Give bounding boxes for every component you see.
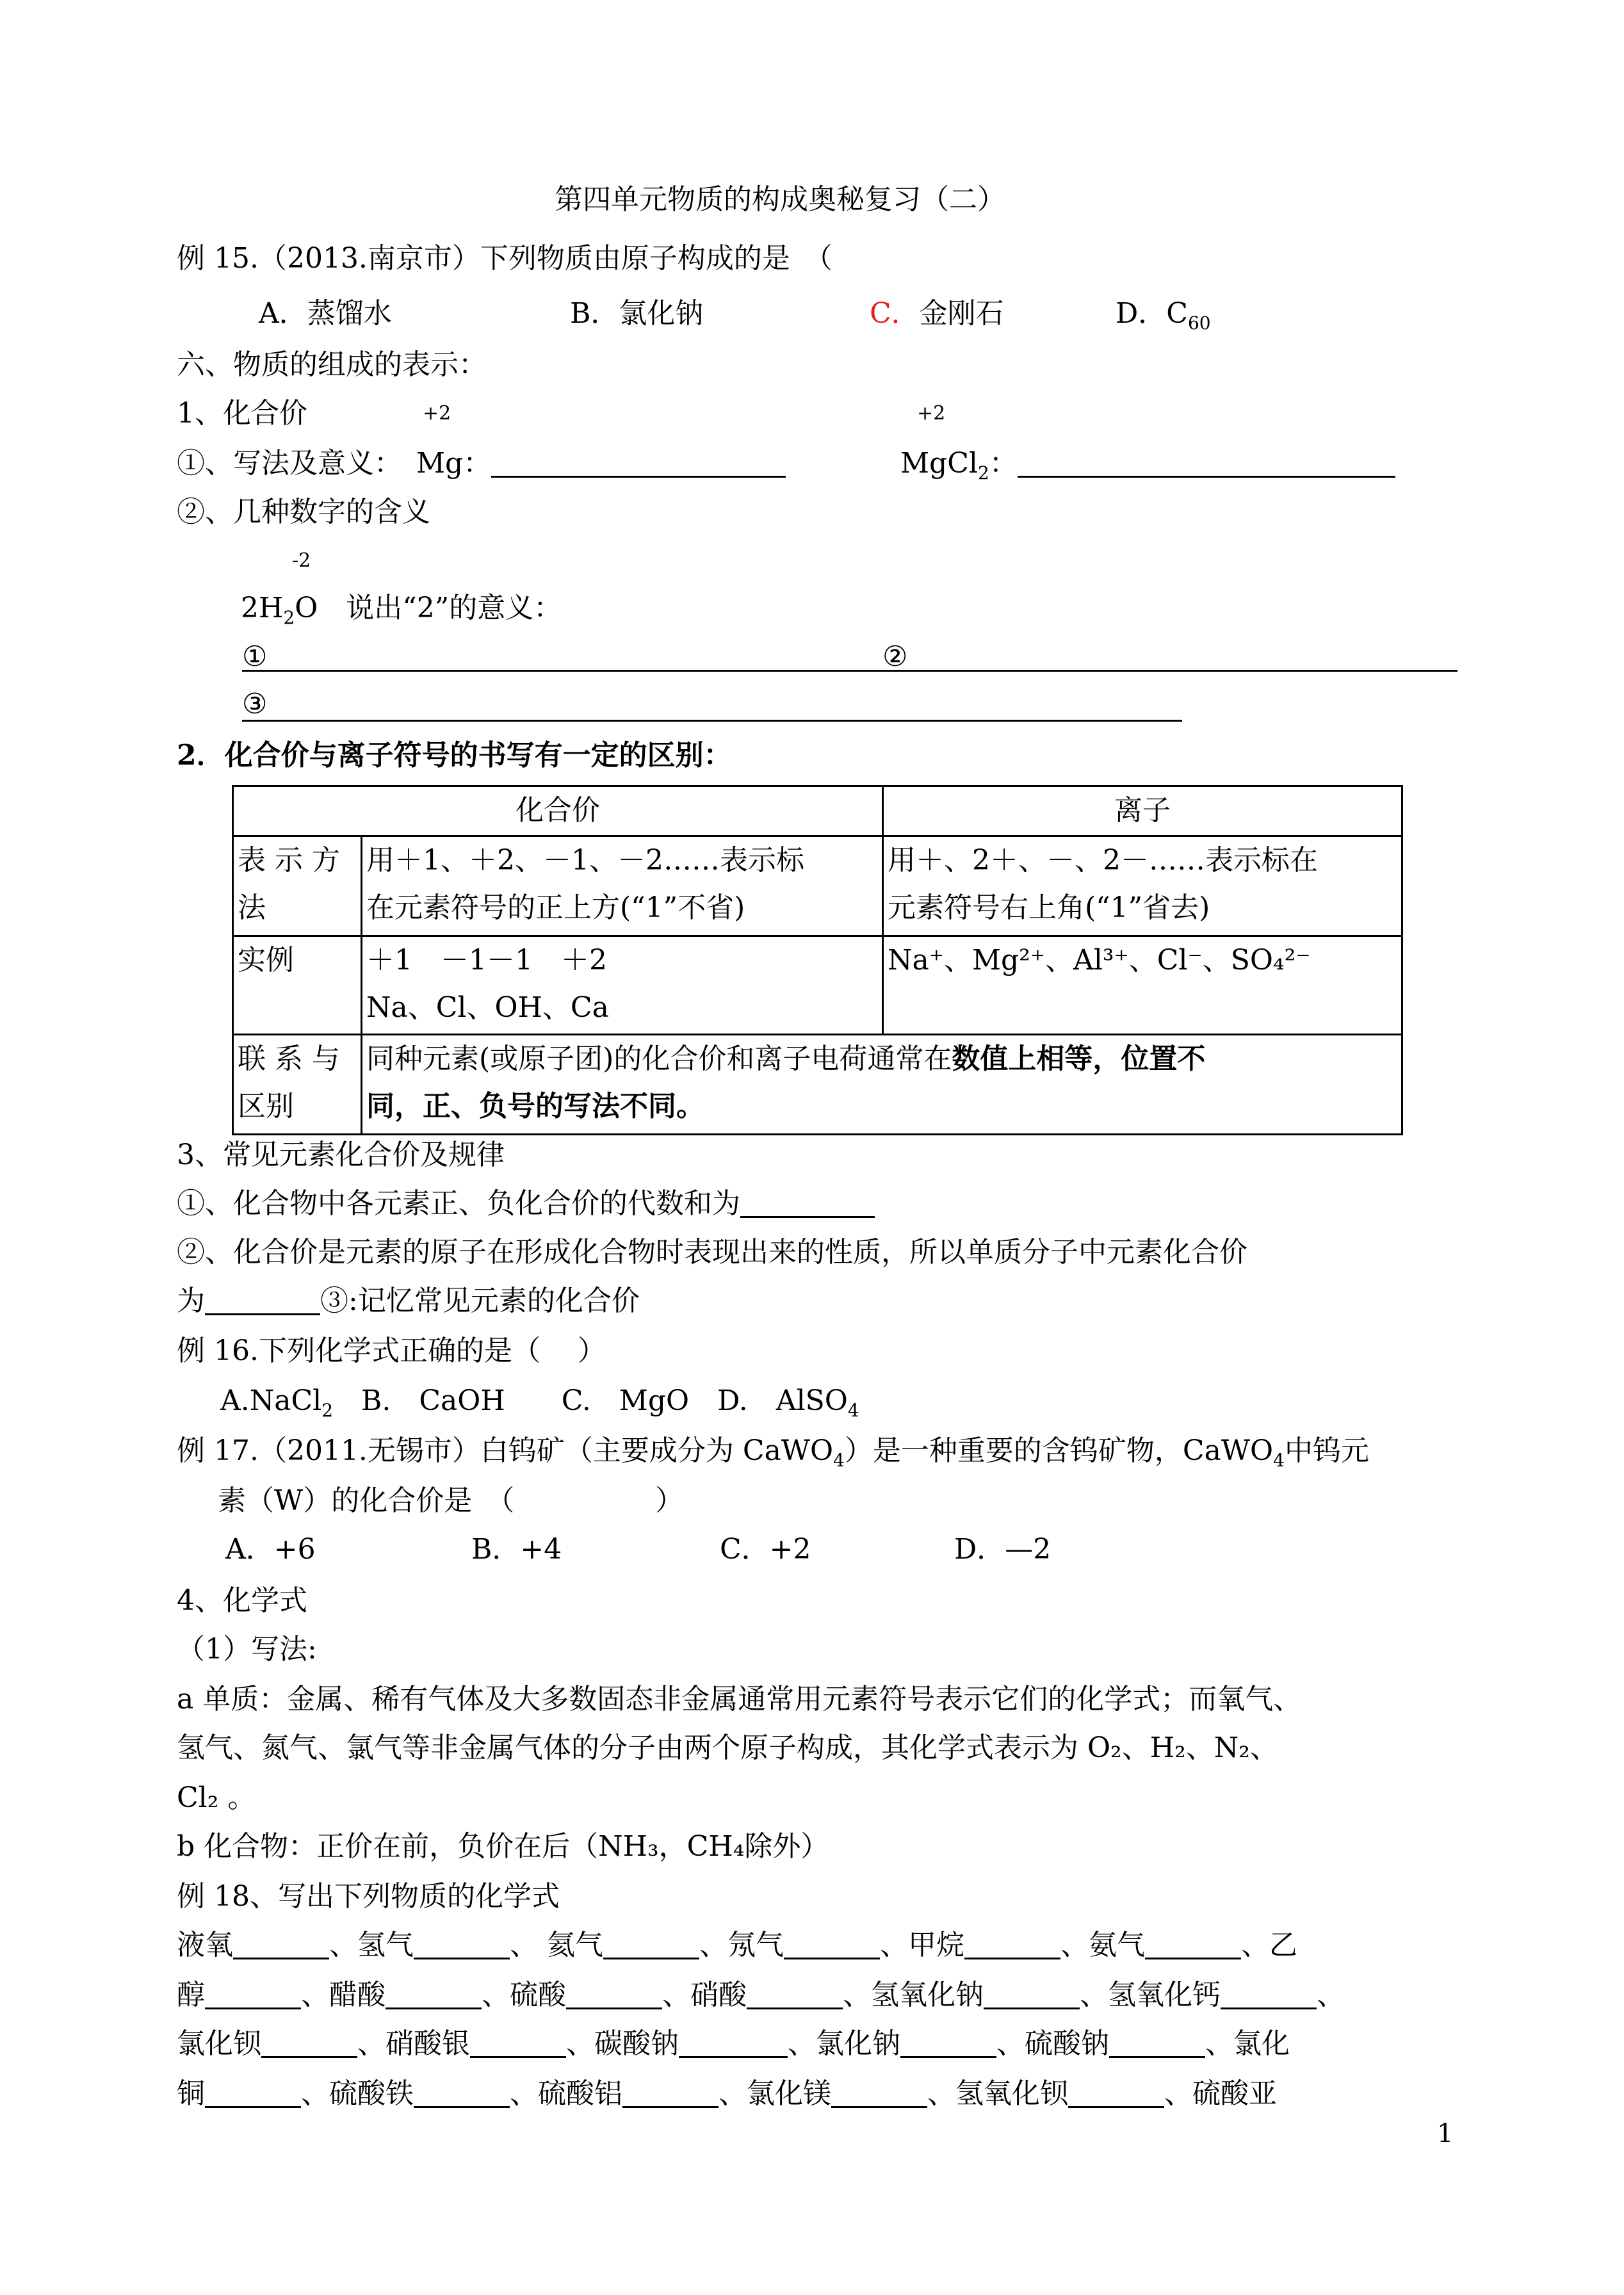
ex15-option-c-letter: C． [870,297,920,330]
valence-writing: ①、写法及意义： Mg： [177,444,786,483]
section-2-heading: 2．化合价与离子符号的书写有一定的区别： [177,739,732,772]
meaning-3-label: ③ [242,688,268,720]
page-title: 第四单元物质的构成奥秘复习（二） [555,183,1005,216]
ex17-question-cont: 素（W）的化合价是 （ ） [218,1484,684,1517]
ex17-option-c: C．+2 [720,1533,811,1566]
blank[interactable] [603,1929,699,1959]
ex17-option-b: B．+4 [471,1533,562,1566]
blank[interactable] [1068,2078,1164,2108]
row-method-valence: 用＋1、＋2、－1、－2……表示标 在元素符号的正上方(“1”不省) [362,836,883,936]
section-4-a-line1: a 单质：金属、稀有气体及大多数固态非金属通常用元素符号表示它们的化学式；而氧气、 [177,1683,1302,1715]
meaning-1-2-line[interactable] [242,670,1458,672]
ex17-question: 例 17.（2011.无锡市）白钨矿（主要成分为 CaWO$_4$）是一种重要的含钨矿物，CaWO$_4$中钨元 [177,1434,1369,1471]
row-relation-text: 同种元素(或原子团)的化合价和离子电荷通常在数值上相等，位置不 同，正、负号的写法不同。 [362,1035,1402,1135]
blank[interactable] [1221,1979,1317,2009]
valence-heading: 1、化合价 [177,397,307,430]
ex16-question: 例 16.下列化学式正确的是（ ） [177,1334,606,1367]
meaning-1-label: ① [242,640,268,673]
meaning-3-line[interactable] [242,720,1182,722]
rule-1: ①、化合物中各元素正、负化合价的代数和为 [177,1185,875,1223]
ex16-options: A.NaCl$_2$ B. CaOH C. MgO D. AlSO$_4$ [220,1384,859,1421]
section-4-a-line2: 氢气、氮气、氯气等非金属气体的分子由两个原子构成，其化学式表示为 O₂、H₂、N₂、 [177,1731,1278,1764]
section-4-b-line1: b 化合物：正价在前，负价在后（NH₃，CH₄除外） [177,1830,829,1863]
meaning-heading: ②、几种数字的含义 [177,496,430,528]
rule-2-cont: 为 ③:记忆常见元素的化合价 [177,1285,640,1317]
blank[interactable] [1109,2028,1205,2058]
blank[interactable] [414,1929,510,1959]
blank[interactable] [984,1979,1080,2009]
blank[interactable] [205,2078,301,2108]
blank[interactable] [205,1979,301,2009]
ex17-option-d: D．—2 [954,1533,1052,1566]
row-relation-label: 联 系 与 区别 [233,1035,362,1135]
table-header-ion: 离子 [883,786,1402,836]
ex18-row-3: 氯化钡 、硝酸银 、碳酸钠 、氯化钠 、硫酸钠 、氯化 [177,2027,1290,2060]
rule-2: ②、化合价是元素的原子在形成化合物时表现出来的性质，所以单质分子中元素化合价 [177,1236,1247,1269]
h2o-prompt: $2H_2O$ 说出“2”的意义： [241,592,562,628]
blank[interactable] [1145,1929,1241,1959]
ex15-option-b: B．氯化钠 [570,297,704,330]
row-example-label: 实例 [233,936,362,1035]
row-method-ion: 用＋、2＋、－、2－……表示标在 元素符号右上角(“1”省去) [883,836,1402,936]
blank[interactable] [622,2078,719,2108]
blank[interactable] [261,2028,357,2058]
section-4-heading: 4、化学式 [177,1584,307,1617]
blank[interactable] [386,1979,482,2009]
row-method-label: 表 示 方 法 [233,836,362,936]
valence-ion-table [232,785,1403,1135]
ex15-option-c [870,295,1004,333]
ex18-question: 例 18、写出下列物质的化学式 [177,1880,560,1913]
row-example-ion: Na⁺、Mg²⁺、Al³⁺、Cl⁻、SO₄²⁻ [883,936,1402,1035]
blank[interactable] [831,2078,927,2108]
section-4-sub1: （1）写法: [177,1633,317,1666]
rule-2-blank[interactable] [205,1285,320,1315]
meaning-2-label: ② [882,640,908,673]
page-number: 1 [1437,2119,1454,2148]
blank[interactable] [233,1929,329,1959]
ex18-row-4: 铜 、硫酸铁 、硫酸铝 、氯化镁 、氢氧化钡 、硫酸亚 [177,2077,1277,2110]
section-6-heading: 六、物质的组成的表示： [177,348,487,381]
mgcl2-blank[interactable] [1018,448,1395,478]
blank[interactable] [566,1979,662,2009]
rule-1-blank[interactable] [740,1188,875,1218]
valence-mgcl2: MgCl$_2$： [900,444,1395,492]
ex15-question: 例 15.（2013.南京市）下列物质由原子构成的是 （ [177,242,832,275]
blank[interactable] [679,2028,788,2058]
blank[interactable] [900,2028,996,2058]
mg-blank[interactable] [491,448,786,478]
section-4-a-line3: Cl₂ 。 [177,1781,256,1814]
ex18-row-1: 液氧 、氢气 、 氦气 、氖气 、甲烷 、氨气 、乙 [177,1929,1297,1961]
blank[interactable] [964,1929,1060,1959]
ex15-option-a: A．蒸馏水 [259,297,392,330]
blank[interactable] [470,2028,566,2058]
ex17-option-a: A．+6 [225,1533,316,1566]
ex18-row-2: 醇 、醋酸 、硫酸 、硝酸 、氢氧化钠 、氢氧化钙 、 [177,1979,1345,2011]
section-3-heading: 3、常见元素化合价及规律 [177,1139,505,1171]
valence-sup-mgcl2: +2 [917,402,946,425]
blank[interactable] [747,1979,843,2009]
table-header-valence: 化合价 [233,786,883,836]
h2o-sup: -2 [292,549,311,572]
ex15-option-c-text: 金刚石 [919,297,1004,330]
row-example-valence: ＋1 －1－1 ＋2 Na、Cl、OH、Ca [362,936,883,1035]
valence-sup-mg: +2 [423,402,451,425]
ex15-option-d: D．$C_{60}$ [1116,297,1211,334]
blank[interactable] [784,1929,880,1959]
blank[interactable] [414,2078,510,2108]
